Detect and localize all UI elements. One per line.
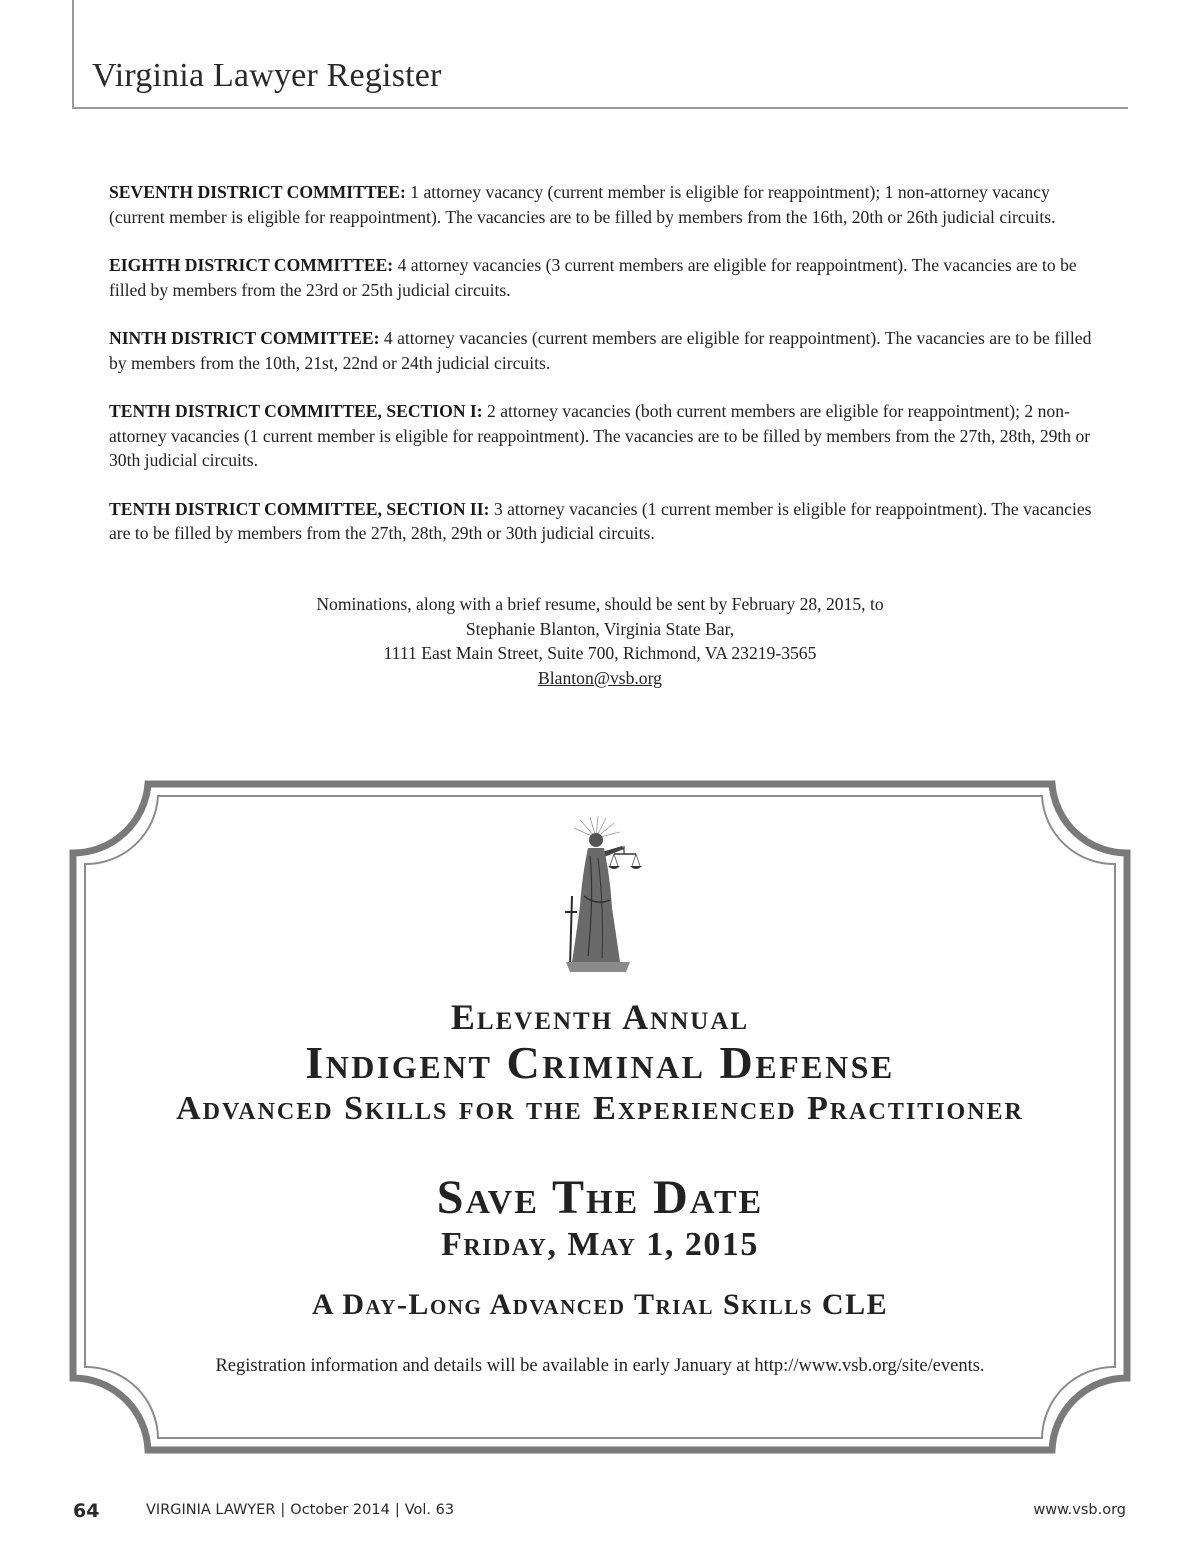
contact-email-link[interactable]: Blanton@vsb.org <box>538 667 662 688</box>
publication-info <box>146 1502 454 1518</box>
section-title: Virginia Lawyer Register <box>92 57 442 94</box>
committee-details: 4 attorney vacancies (3 current members are eligible for reappointment). The vacancies are to be filled by members from the 23rd or 25th judicial circuits. <box>109 255 1077 300</box>
event-annual-label: Eleventh Annual <box>450 997 750 1037</box>
event-subtitle: Advanced Skills for the Experienced Practitioner <box>176 1090 1024 1127</box>
save-the-date-heading: Save The Date <box>436 1171 764 1224</box>
issue-date: October 2014 <box>290 1502 390 1518</box>
event-title: Indigent Criminal Defense <box>305 1037 895 1088</box>
nominations-instructions: Nominations, along with a brief resume, should be sent by February 28, 2015, to <box>316 594 884 614</box>
footer-separator: | <box>280 1502 286 1518</box>
committee-name: SEVENTH DISTRICT COMMITTEE: <box>109 182 406 202</box>
committee-name: TENTH DISTRICT COMMITTEE, SECTION II: <box>109 498 490 519</box>
volume-number: Vol. 63 <box>404 1502 455 1518</box>
committee-details: 3 attorney vacancies (1 current member is eligible for reappointment). The vacancies are to be filled by members from the 27th, 28th, 29th or 30th judicial circuits. <box>109 498 1092 543</box>
contact-name: Stephanie Blanton, Virginia State Bar, <box>465 618 735 639</box>
event-description: A Day-Long Advanced Trial Skills CLE <box>311 1288 889 1321</box>
committee-details: 2 attorney vacancies (both current members are eligible for reappointment); 2 non-attorney vacancies (1 current member is eligible for reappointment). The vacancies are to be filled by members from the 27th, 28th, 29th or 30th judicial circuits. <box>109 401 1091 470</box>
event-date: Friday, May 1, 2015 <box>441 1226 759 1263</box>
committee-details: 1 attorney vacancy (current member is eligible for reappointment); 1 non-attorney vacancy (current member is eligible for reappointment). The vacancies are to be filled by members from the 16th, 20th or 26th judicial circuits. <box>109 182 1056 227</box>
contact-address: 1111 East Main Street, Suite 700, Richmond, VA 23219-3565 <box>383 643 817 663</box>
registration-info: Registration information and details will be available in early January at http://www.vsb.org/site/events. <box>215 1356 985 1376</box>
footer-website: www.vsb.org <box>1033 1502 1126 1518</box>
publication-name: VIRGINIA LAWYER <box>146 1502 276 1518</box>
committee-name: NINTH DISTRICT COMMITTEE: <box>109 328 380 348</box>
committee-details: 4 attorney vacancies (current members are eligible for reappointment). The vacancies are to be filled by members from the 10th, 21st, 22nd or 24th judicial circuits. <box>109 328 1092 373</box>
committee-name: TENTH DISTRICT COMMITTEE, SECTION I: <box>109 401 483 421</box>
lady-justice-icon <box>546 816 656 974</box>
footer-separator: | <box>394 1502 400 1518</box>
committee-name: EIGHTH DISTRICT COMMITTEE: <box>109 255 394 275</box>
page-number: 64 <box>73 1500 100 1522</box>
